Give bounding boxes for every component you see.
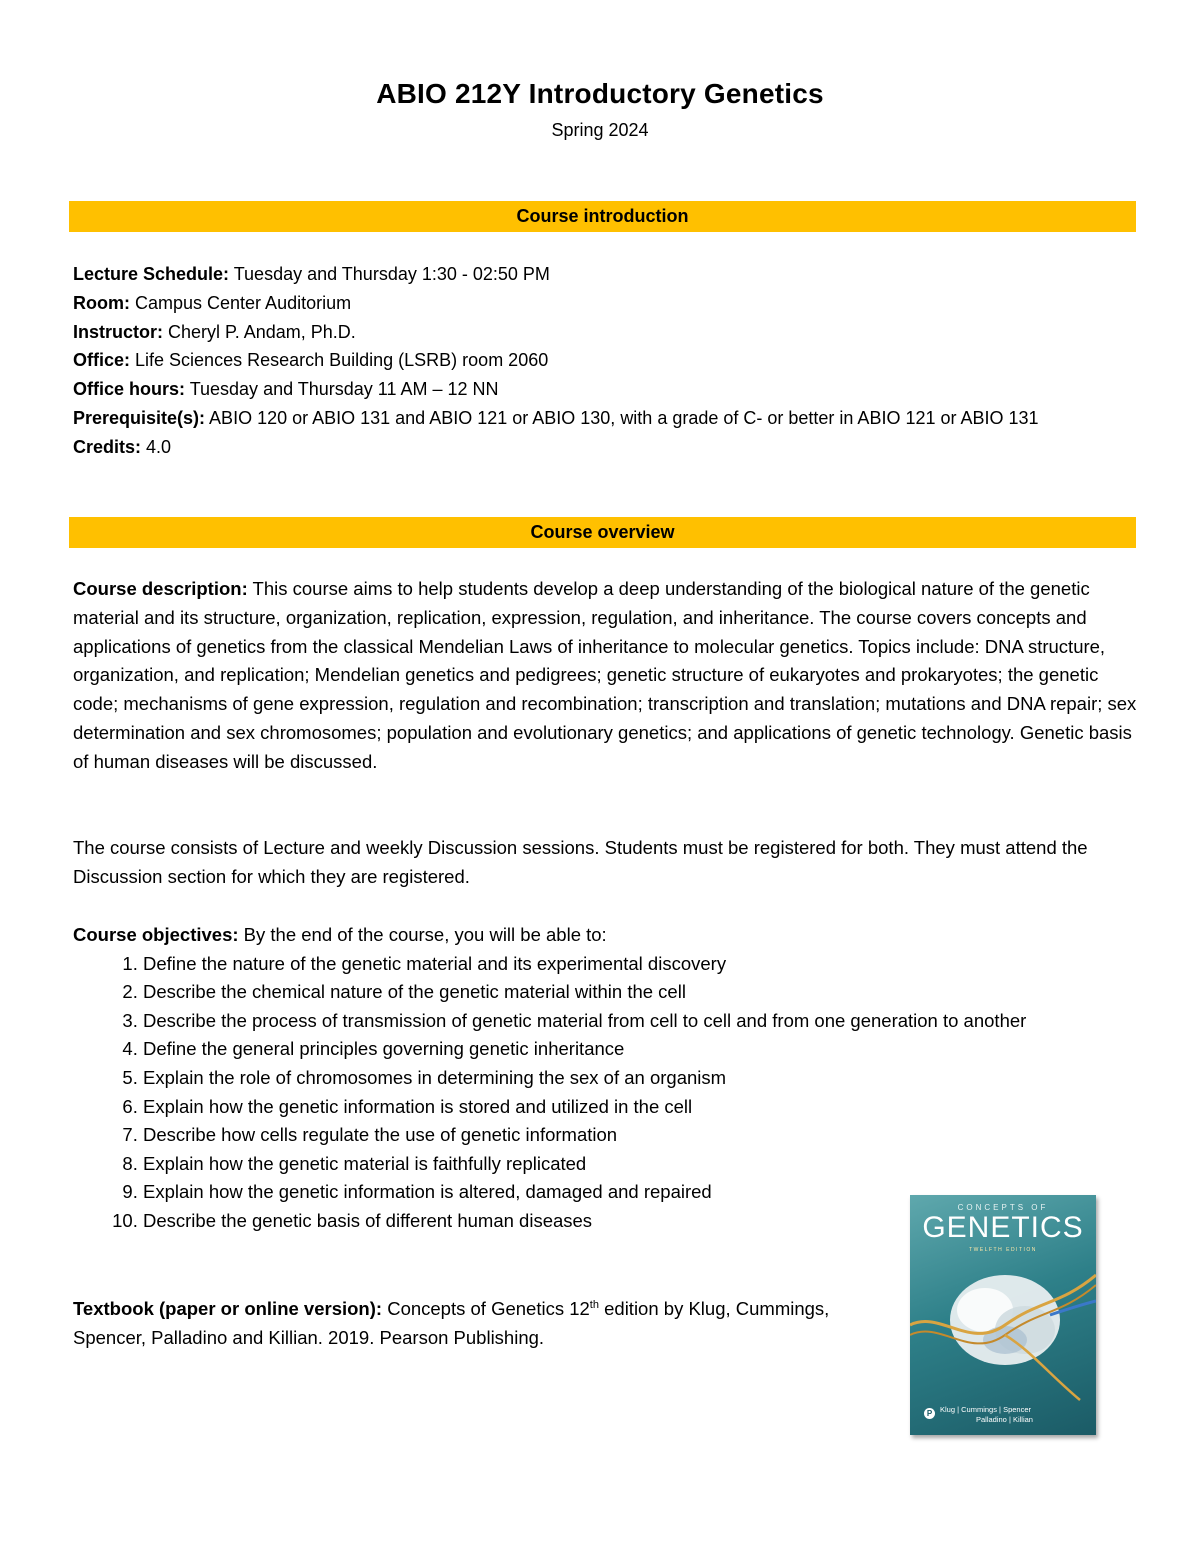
lecture-schedule-value: Tuesday and Thursday 1:30 - 02:50 PM: [229, 264, 550, 284]
office-value: Life Sciences Research Building (LSRB) room 2060: [130, 350, 549, 371]
course-objectives-label: Course objectives:: [73, 924, 239, 945]
office-row: [73, 346, 1138, 375]
lecture-schedule-label: Lecture Schedule:: [73, 264, 230, 284]
credits-value: 4.0: [141, 436, 172, 457]
publisher-logo: P: [924, 1408, 935, 1419]
list-item: 5. Explain the role of chromosomes in determining the sex of an organism: [143, 1064, 1138, 1093]
credits-row: [73, 433, 1138, 462]
prerequisites-value: ABIO 120 or ABIO 131 and ABIO 121 or ABIO 130, with a grade of C- or better in ABIO 121 or ABIO 131: [205, 407, 1039, 428]
cover-authors-line1: Klug | Cummings | Spencer: [940, 1405, 1032, 1414]
list-item: 4. Define the general principles governing genetic inheritance: [143, 1035, 1138, 1064]
course-description-label: Course description:: [73, 578, 248, 599]
course-objectives: [73, 921, 1138, 1236]
objectives-list: [73, 950, 1138, 1236]
room-row: [73, 289, 1138, 318]
list-item: 9. Explain how the genetic information is altered, damaged and repaired: [143, 1178, 1138, 1207]
instructor-value: Cheryl P. Andam, Ph.D.: [163, 321, 356, 342]
section-heading-overview: Course overview: [69, 517, 1136, 548]
course-info-list: [73, 260, 1138, 462]
textbook-text-part1: Concepts of Genetics 12: [382, 1298, 590, 1319]
section-heading-introduction: Course introduction: [69, 201, 1136, 232]
office-hours-row: [73, 375, 1138, 404]
prerequisites-row: [73, 404, 1138, 433]
dna-protein-illustration: [910, 1255, 1096, 1405]
list-item: 10. Describe the genetic basis of different human diseases: [143, 1207, 1138, 1236]
list-item: 8. Explain how the genetic material is faithfully replicated: [143, 1150, 1138, 1179]
list-item: 2. Describe the chemical nature of the genetic material within the cell: [143, 978, 1138, 1007]
course-description-text: This course aims to help students develop a deep understanding of the biological nature of the genetic material and its structure, organization, replication, expression, regulation, and inheritance. The course covers concepts and applications of genetics from the classical Mendelian Laws of inheritance to molecular genetics. Topics include: DNA structure, organization, and replication; Mendelian genetics and pedigrees; genetic structure of eukaryotes and prokaryotes; the genetic code; mechanisms of gene expression, regulation and recombination; transcription and translation; mutations and DNA repair; sex determination and sex chromosomes; population and evolutionary genetics; and applications of genetic technology. Genetic basis of human diseases will be discussed.: [73, 578, 1137, 772]
course-sessions-paragraph: [73, 834, 1138, 892]
cover-top-line: CONCEPTS OF: [957, 1203, 1049, 1212]
term-subtitle: Spring 2024: [551, 120, 649, 140]
list-item: 3. Describe the process of transmission of genetic material from cell to cell and from one generation to another: [143, 1007, 1138, 1036]
cover-edition: TWELFTH EDITION: [969, 1247, 1037, 1253]
textbook-text-part2: edition by Klug, Cummings, Spencer, Palladino and Killian. 2019. Pearson Publishing.: [73, 1298, 830, 1348]
list-item: 1. Define the nature of the genetic material and its experimental discovery: [143, 950, 1138, 979]
course-sessions-text: The course consists of Lecture and weekly Discussion sessions. Students must be registered for both. They must attend the Discussion section for which they are registered.: [73, 837, 1088, 887]
course-description: [73, 575, 1138, 777]
course-objectives-intro: By the end of the course, you will be able to:: [238, 924, 607, 945]
office-label: Office:: [73, 350, 131, 371]
office-hours-value: Tuesday and Thursday 11 AM – 12 NN: [185, 379, 499, 400]
instructor-row: [73, 318, 1138, 347]
cover-title: GENETICS: [922, 1211, 1084, 1244]
list-item: 6. Explain how the genetic information is stored and utilized in the cell: [143, 1093, 1138, 1122]
room-value: Campus Center Auditorium: [130, 292, 352, 313]
lecture-schedule-row: [73, 260, 1138, 289]
page-title: ABIO 212Y Introductory Genetics: [376, 78, 824, 109]
cover-authors-line2: Palladino | Killian: [976, 1415, 1033, 1424]
textbook-label: Textbook (paper or online version):: [73, 1298, 383, 1319]
instructor-label: Instructor:: [73, 321, 163, 342]
textbook-edition-suffix: th: [589, 1298, 599, 1311]
textbook-cover-image: [910, 1195, 1096, 1435]
textbook-info: [73, 1294, 873, 1352]
office-hours-label: Office hours:: [73, 379, 186, 400]
list-item: 7. Describe how cells regulate the use of genetic information: [143, 1121, 1138, 1150]
prerequisites-label: Prerequisite(s):: [73, 407, 206, 428]
credits-label: Credits:: [73, 436, 142, 457]
room-label: Room:: [73, 292, 130, 313]
